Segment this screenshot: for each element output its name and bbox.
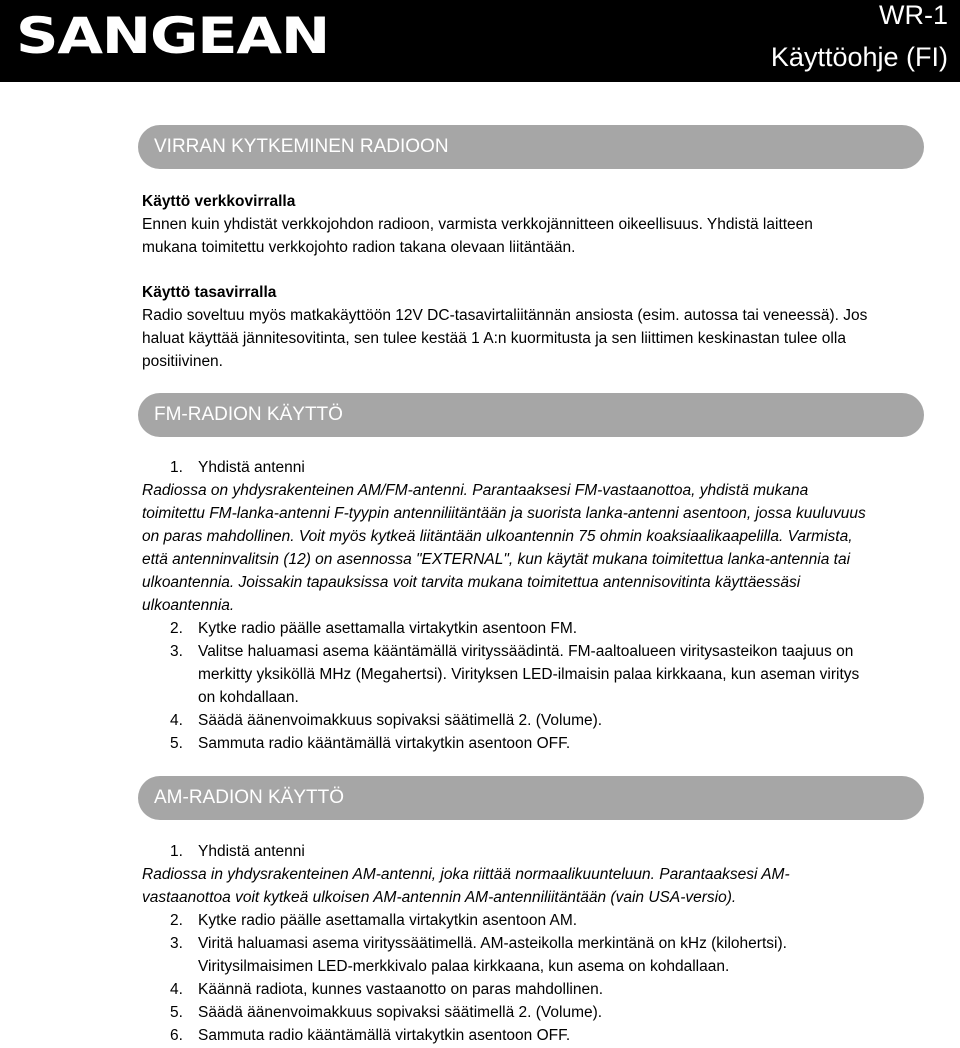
step-number: 5. bbox=[170, 735, 183, 752]
step-text: Kytke radio päälle asettamalla virtakytkin asentoon FM. bbox=[198, 620, 578, 637]
section-heading-power: VIRRAN KYTKEMINEN RADIOON bbox=[138, 125, 924, 169]
dc-text: Radio soveltuu myös matkakäyttöön 12V DC-tasavirtaliitännän ansiosta (esim. autossa tai veneessä). Jos haluat käyttää jännitesovitinta, sen tulee kestää 1 A:n kuormitusta ja sen liittimen keskinastan tulee olla positiivinen. bbox=[142, 307, 868, 370]
step-number: 1. bbox=[170, 843, 183, 860]
step-number: 1. bbox=[170, 459, 183, 476]
list-item bbox=[142, 978, 872, 1001]
step-text: Valitse haluamasi asema kääntämällä virityssäädintä. FM-aaltoalueen viritysasteikon taajuus on merkitty yksiköllä MHz (Megahertsi). Virityksen LED-ilmaisin palaa kirkkaana, kun aseman viritys on kohdallaan. bbox=[198, 643, 860, 706]
step-number: 2. bbox=[170, 912, 183, 929]
step-number: 4. bbox=[170, 981, 183, 998]
section-heading-fm: FM-RADION KÄYTTÖ bbox=[138, 393, 924, 437]
fm-step-1 bbox=[142, 456, 872, 479]
fm-steps-list bbox=[142, 617, 872, 755]
step-text: Yhdistä antenni bbox=[198, 459, 305, 476]
list-item bbox=[142, 1024, 872, 1047]
am-block bbox=[142, 840, 872, 1047]
section-heading-am: AM-RADION KÄYTTÖ bbox=[138, 776, 924, 820]
list-item bbox=[142, 909, 872, 932]
step-text: Sammuta radio kääntämällä virtakytkin asentoon OFF. bbox=[198, 735, 571, 752]
mains-text: Ennen kuin yhdistät verkkojohdon radioon, varmista verkkojännitteen oikeellisuus. Yhdistä laitteen mukana toimitettu verkkojohto radion takana olevaan liitäntään. bbox=[142, 216, 813, 256]
dc-heading: Käyttö tasavirralla bbox=[142, 284, 277, 301]
list-item bbox=[142, 732, 872, 755]
step-number: 6. bbox=[170, 1027, 183, 1044]
am-steps-list bbox=[142, 909, 872, 1047]
model-name: WR-1 bbox=[879, 0, 948, 30]
step-number: 5. bbox=[170, 1004, 183, 1021]
step-text: Kytke radio päälle asettamalla virtakytkin asentoon AM. bbox=[198, 912, 578, 929]
step-text: Käännä radiota, kunnes vastaanotto on paras mahdollinen. bbox=[198, 981, 604, 998]
step-text: Viritä haluamasi asema virityssäätimellä. AM-asteikolla merkintänä on kHz (kilohertsi). Viritysilmaisimen LED-merkkivalo palaa kirkkaana, kun asema on kohdallaan. bbox=[198, 935, 787, 975]
document-title: Käyttöohje (FI) bbox=[770, 42, 948, 72]
list-item bbox=[142, 640, 872, 709]
power-mains-block bbox=[142, 190, 872, 259]
am-antenna-text: Radiossa in yhdysrakenteinen AM-antenni, joka riittää normaalikuunteluun. Parantaaksesi AM-vastaanottoa voit kytkeä ulkoisen AM-antennin AM-antenniliitäntään (vain USA-versio). bbox=[142, 866, 790, 906]
step-number: 3. bbox=[170, 643, 183, 660]
step-number: 3. bbox=[170, 935, 183, 952]
page-header bbox=[0, 0, 960, 82]
am-step-1 bbox=[142, 840, 872, 863]
list-item bbox=[142, 932, 872, 978]
mains-heading: Käyttö verkkovirralla bbox=[142, 193, 296, 210]
list-item bbox=[142, 709, 872, 732]
list-item bbox=[142, 1001, 872, 1024]
step-text: Yhdistä antenni bbox=[198, 843, 305, 860]
step-text: Säädä äänenvoimakkuus sopivaksi säätimellä 2. (Volume). bbox=[198, 1004, 603, 1021]
step-text: Sammuta radio kääntämällä virtakytkin asentoon OFF. bbox=[198, 1027, 571, 1044]
list-item bbox=[142, 617, 872, 640]
step-number: 4. bbox=[170, 712, 183, 729]
step-number: 2. bbox=[170, 620, 183, 637]
power-dc-block bbox=[142, 281, 872, 373]
fm-block bbox=[142, 456, 872, 755]
step-text: Säädä äänenvoimakkuus sopivaksi säätimellä 2. (Volume). bbox=[198, 712, 603, 729]
brand-logo: SANGEAN bbox=[16, 7, 330, 65]
fm-antenna-text: Radiossa on yhdysrakenteinen AM/FM-antenni. Parantaaksesi FM-vastaanottoa, yhdistä mukana toimitettu FM-lanka-antenni F-tyypin antenniliitäntään ja suorista lanka-antenni asentoon, jossa kuuluvuus on paras mahdollinen. Voit myös kytkeä liitäntään ulkoantennin 75 ohmin koaksiaalikaapelilla. Varmista, että antenninvalitsin (12) on asennossa "EXTERNAL", kun käytät mukana toimitettua lanka-antennia tai ulkoantennia. Joissakin tapauksissa voit tarvita mukana toimitettua antennisovitinta käyttäessäsi ulkoantennia. bbox=[142, 482, 866, 614]
